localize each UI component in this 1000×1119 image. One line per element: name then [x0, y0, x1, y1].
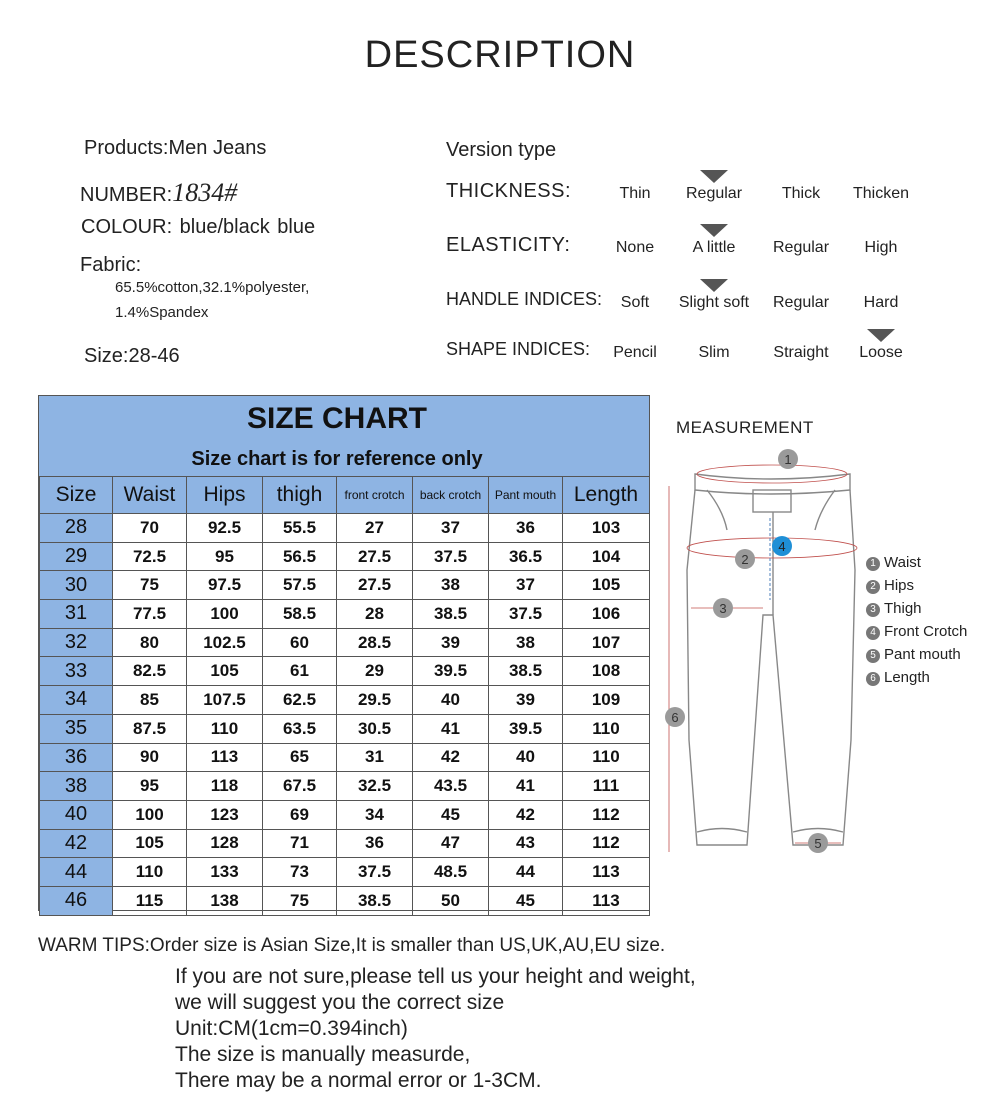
version-option: None: [615, 239, 655, 256]
version-option: Regular: [772, 294, 830, 311]
table-cell: 29.5: [337, 686, 413, 715]
selected-marker-icon: [700, 224, 728, 237]
legend-number: 2: [866, 580, 880, 594]
version-option: Thick: [781, 185, 821, 202]
table-cell: 48.5: [413, 858, 489, 887]
fabric-label: Fabric:: [80, 254, 142, 276]
table-cell: 115: [113, 886, 187, 915]
table-cell: 42: [489, 800, 563, 829]
svg-text:2: 2: [741, 552, 749, 567]
table-cell: 28: [337, 600, 413, 629]
pants-diagram: [655, 440, 870, 865]
size-cell: 42: [40, 829, 113, 858]
table-cell: 95: [113, 772, 187, 801]
table-cell: 37.5: [489, 600, 563, 629]
table-cell: 42: [413, 743, 489, 772]
table-row: [40, 514, 650, 543]
table-cell: 100: [113, 800, 187, 829]
table-cell: 39.5: [489, 714, 563, 743]
svg-text:1: 1: [784, 452, 792, 467]
selected-marker-icon: [700, 279, 728, 292]
table-cell: 38.5: [337, 886, 413, 915]
table-cell: 27: [337, 514, 413, 543]
svg-text:5: 5: [814, 836, 822, 851]
table-cell: 34: [337, 800, 413, 829]
size-cell: 38: [40, 772, 113, 801]
table-cell: 107.5: [187, 686, 263, 715]
product-number: [80, 178, 237, 208]
size-chart-title: SIZE CHART: [247, 402, 427, 435]
table-cell: 61: [263, 657, 337, 686]
warm-tips: WARM TIPS:Order size is Asian Size,It is smaller than US,UK,AU,EU size.: [38, 935, 666, 956]
table-cell: 97.5: [187, 571, 263, 600]
table-cell: 71: [263, 829, 337, 858]
tip-line: we will suggest you the correct size: [175, 991, 505, 1014]
table-row: [40, 886, 650, 915]
legend-label: Pant mouth: [884, 646, 961, 663]
table-cell: 30.5: [337, 714, 413, 743]
table-cell: 39: [413, 628, 489, 657]
legend-number: 3: [866, 603, 880, 617]
page-title: DESCRIPTION: [364, 34, 636, 76]
fabric-line-2: 1.4%Spandex: [115, 304, 209, 321]
table-cell: 57.5: [263, 571, 337, 600]
number-label: NUMBER:: [80, 184, 173, 206]
size-cell: 46: [40, 886, 113, 915]
table-cell: 118: [187, 772, 263, 801]
table-cell: 108: [563, 657, 650, 686]
table-cell: 77.5: [113, 600, 187, 629]
fabric-line-1: 65.5%cotton,32.1%polyester,: [115, 279, 310, 296]
table-cell: 37.5: [413, 542, 489, 571]
table-cell: 43: [489, 829, 563, 858]
table-cell: 113: [563, 886, 650, 915]
column-header: Pant mouth: [489, 477, 563, 514]
table-cell: 40: [489, 743, 563, 772]
table-cell: 65: [263, 743, 337, 772]
size-chart-header: [39, 396, 649, 476]
selected-marker-icon: [867, 329, 895, 342]
table-cell: 105: [187, 657, 263, 686]
size-cell: 34: [40, 686, 113, 715]
legend-number: 6: [866, 672, 880, 686]
number-value: 1834#: [172, 178, 238, 207]
table-cell: 75: [113, 571, 187, 600]
version-option: Straight: [773, 344, 829, 361]
table-row: [40, 571, 650, 600]
tip-line: Unit:CM(1cm=0.394inch): [175, 1017, 408, 1040]
table-row: [40, 772, 650, 801]
table-row: [40, 829, 650, 858]
selected-marker-icon: [700, 170, 728, 183]
table-row: [40, 858, 650, 887]
version-label: SHAPE INDICES:: [446, 339, 591, 359]
column-header: Size: [40, 477, 113, 514]
table-cell: 112: [563, 829, 650, 858]
legend-item: [866, 554, 921, 571]
table-cell: 82.5: [113, 657, 187, 686]
table-cell: 29: [337, 657, 413, 686]
table-cell: 85: [113, 686, 187, 715]
legend-number: 4: [866, 626, 880, 640]
table-cell: 50: [413, 886, 489, 915]
tip-line: The size is manually measurde,: [175, 1043, 471, 1066]
table-cell: 44: [489, 858, 563, 887]
table-row: [40, 542, 650, 571]
legend-item: [866, 669, 930, 686]
table-cell: 103: [563, 514, 650, 543]
table-cell: 73: [263, 858, 337, 887]
table-cell: 105: [113, 829, 187, 858]
table-cell: 55.5: [263, 514, 337, 543]
size-cell: 31: [40, 600, 113, 629]
table-cell: 92.5: [187, 514, 263, 543]
tip-line: There may be a normal error or 1-3CM.: [175, 1069, 542, 1092]
table-cell: 110: [563, 743, 650, 772]
product-name: Products:Men Jeans: [84, 137, 267, 159]
table-cell: 39.5: [413, 657, 489, 686]
column-header: back crotch: [413, 477, 489, 514]
table-cell: 100: [187, 600, 263, 629]
legend-number: 1: [866, 557, 880, 571]
table-cell: 36: [489, 514, 563, 543]
table-cell: 107: [563, 628, 650, 657]
size-cell: 35: [40, 714, 113, 743]
version-option: Thicken: [852, 185, 910, 202]
table-cell: 41: [413, 714, 489, 743]
table-row: [40, 800, 650, 829]
table-row: [40, 743, 650, 772]
table-cell: 41: [489, 772, 563, 801]
table-cell: 104: [563, 542, 650, 571]
size-table-header-row: [40, 477, 650, 514]
table-cell: 113: [187, 743, 263, 772]
table-cell: 69: [263, 800, 337, 829]
legend-label: Length: [884, 669, 930, 686]
version-option: Pencil: [613, 344, 657, 361]
size-cell: 36: [40, 743, 113, 772]
table-cell: 27.5: [337, 571, 413, 600]
table-cell: 102.5: [187, 628, 263, 657]
table-cell: 113: [563, 858, 650, 887]
svg-text:3: 3: [719, 601, 727, 616]
table-row: [40, 686, 650, 715]
version-label: THICKNESS:: [446, 180, 572, 202]
table-cell: 87.5: [113, 714, 187, 743]
table-row: [40, 657, 650, 686]
legend-item: [866, 600, 922, 617]
column-header: Length: [563, 477, 650, 514]
svg-text:4: 4: [778, 539, 786, 554]
table-cell: 70: [113, 514, 187, 543]
size-cell: 32: [40, 628, 113, 657]
table-cell: 62.5: [263, 686, 337, 715]
legend-label: Thigh: [884, 600, 922, 617]
size-cell: 44: [40, 858, 113, 887]
size-cell: 30: [40, 571, 113, 600]
version-label: HANDLE INDICES:: [446, 289, 603, 309]
table-cell: 109: [563, 686, 650, 715]
table-cell: 123: [187, 800, 263, 829]
version-option: Regular: [772, 239, 830, 256]
column-header: Hips: [187, 477, 263, 514]
table-cell: 36: [337, 829, 413, 858]
table-cell: 47: [413, 829, 489, 858]
table-cell: 36.5: [489, 542, 563, 571]
table-cell: 128: [187, 829, 263, 858]
table-cell: 27.5: [337, 542, 413, 571]
size-cell: 33: [40, 657, 113, 686]
table-cell: 38: [413, 571, 489, 600]
version-option: Thin: [619, 185, 651, 202]
size-cell: 28: [40, 514, 113, 543]
column-header: Waist: [113, 477, 187, 514]
table-cell: 37: [489, 571, 563, 600]
size-chart: [38, 395, 650, 911]
table-cell: 110: [187, 714, 263, 743]
size-table: [39, 476, 650, 916]
table-cell: 110: [563, 714, 650, 743]
legend-label: Hips: [884, 577, 915, 594]
table-cell: 31: [337, 743, 413, 772]
table-row: [40, 600, 650, 629]
table-cell: 111: [563, 772, 650, 801]
version-label: ELASTICITY:: [446, 234, 571, 256]
version-option: Loose: [859, 344, 903, 361]
table-row: [40, 628, 650, 657]
legend-label: Waist: [884, 554, 921, 571]
table-cell: 133: [187, 858, 263, 887]
svg-text:6: 6: [671, 710, 679, 725]
version-option: A little: [692, 239, 736, 256]
table-cell: 32.5: [337, 772, 413, 801]
legend-item: [866, 623, 967, 640]
size-cell: 40: [40, 800, 113, 829]
version-option: Slim: [698, 344, 730, 361]
table-cell: 39: [489, 686, 563, 715]
table-cell: 58.5: [263, 600, 337, 629]
table-cell: 56.5: [263, 542, 337, 571]
table-cell: 90: [113, 743, 187, 772]
table-row: [40, 714, 650, 743]
legend-label: Front Crotch: [884, 623, 968, 640]
table-cell: 60: [263, 628, 337, 657]
table-cell: 45: [489, 886, 563, 915]
tip-line: If you are not sure,please tell us your height and weight,: [175, 965, 696, 988]
product-colour: COLOUR: blue/black blue: [81, 216, 316, 238]
table-cell: 72.5: [113, 542, 187, 571]
size-range: Size:28-46: [84, 345, 180, 367]
table-cell: 67.5: [263, 772, 337, 801]
table-cell: 38.5: [413, 600, 489, 629]
version-heading: Version type: [446, 139, 557, 161]
legend-number: 5: [866, 649, 880, 663]
table-cell: 38: [489, 628, 563, 657]
legend-item: [866, 577, 914, 594]
table-cell: 80: [113, 628, 187, 657]
table-cell: 63.5: [263, 714, 337, 743]
table-cell: 95: [187, 542, 263, 571]
table-cell: 40: [413, 686, 489, 715]
column-header: front crotch: [337, 477, 413, 514]
version-option: High: [864, 239, 898, 256]
table-cell: 37: [413, 514, 489, 543]
legend-item: [866, 646, 961, 663]
table-cell: 37.5: [337, 858, 413, 887]
table-cell: 75: [263, 886, 337, 915]
version-option: Regular: [685, 185, 743, 202]
table-cell: 38.5: [489, 657, 563, 686]
table-cell: 105: [563, 571, 650, 600]
table-cell: 110: [113, 858, 187, 887]
table-cell: 45: [413, 800, 489, 829]
table-cell: 112: [563, 800, 650, 829]
table-cell: 28.5: [337, 628, 413, 657]
table-cell: 43.5: [413, 772, 489, 801]
version-option: Soft: [620, 294, 650, 311]
size-cell: 29: [40, 542, 113, 571]
measurement-title: MEASUREMENT: [676, 418, 814, 437]
table-cell: 106: [563, 600, 650, 629]
version-option: Slight soft: [678, 294, 750, 311]
size-chart-subtitle: Size chart is for reference only: [191, 448, 483, 470]
version-option: Hard: [863, 294, 899, 311]
column-header: thigh: [263, 477, 337, 514]
table-cell: 138: [187, 886, 263, 915]
